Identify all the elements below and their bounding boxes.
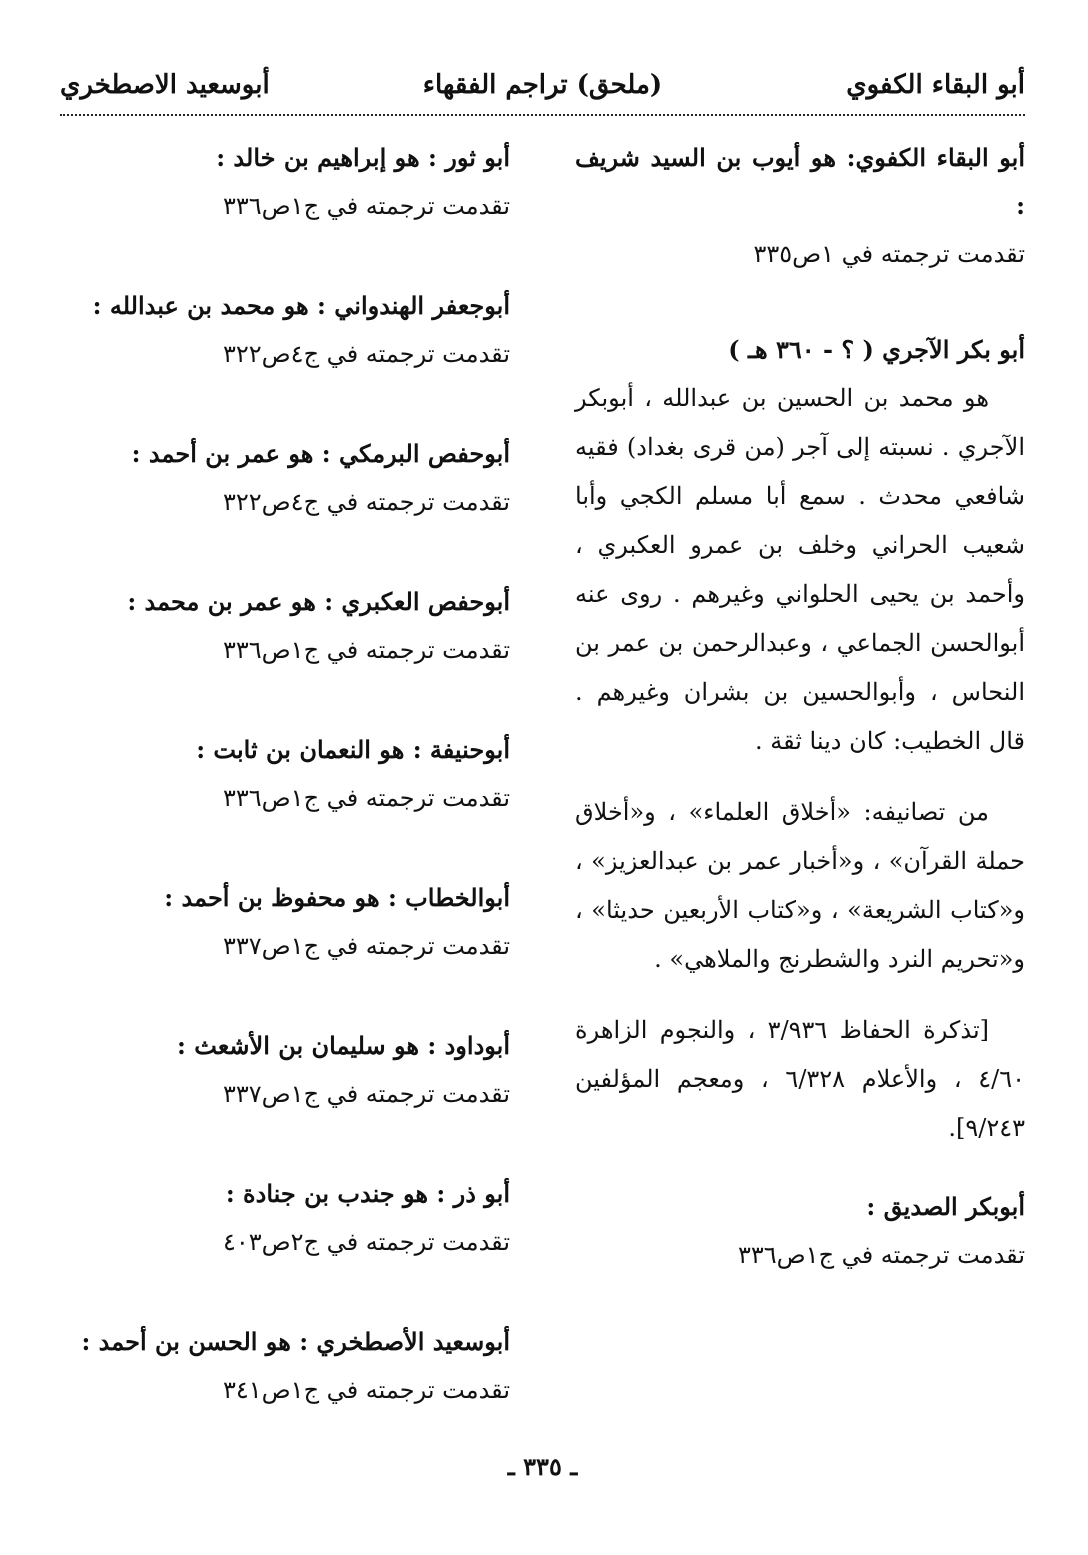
entry-biography: هو محمد بن الحسين بن عبدالله ، أبوبكر الآجري . نسبته إلى آجر (من قرى بغداد) فقيه شافعي محدث . سمع أبا مسلم الكجي وأبا شعيب الحراني وخلف بن عمرو العكبري ، وأحمد بن يحيى الحلواني وغيرهم . روى عنه أبوالحسن الجماعي ، وعبدالرحمن بن عمر بن النحاس ، وأبوالحسين بن بشران وغيرهم . قال الخطيب: كان دينا ثقة . — [575, 384, 1025, 755]
entry-title: أبوجعفر الهندواني : هو محمد بن عبدالله : — [92, 291, 510, 320]
right-column — [575, 134, 1025, 1279]
entry-title: أبو البقاء الكفوي: هو أيوب بن السيد شريف : — [575, 143, 1026, 220]
entry-reference: تقدمت ترجمته في ج١ص٣٣٦ — [222, 192, 510, 220]
entry-abu-hanifa — [60, 726, 510, 822]
entry-sources: [تذكرة الحفاظ ٣/٩٣٦ ، والنجوم الزاهرة ٤/٦٠ ، والأعلام ٦/٣٢٨ ، ومعجم المؤلفين ٩/٢٤٣]. — [575, 1016, 1025, 1142]
entry-title: أبوحفص العكبري : هو عمر بن محمد : — [127, 587, 510, 616]
header-dotted-rule — [60, 114, 1025, 116]
header-left-title: أبوسعيد الاصطخري — [60, 70, 270, 100]
entry-title: أبوداود : هو سليمان بن الأشعث : — [177, 1031, 510, 1060]
entry-reference: تقدمت ترجمته في ج١ص٣٣٦ — [222, 636, 510, 664]
entry-reference: تقدمت ترجمته في ج١ص٣٤١ — [222, 1376, 510, 1404]
entry-reference: تقدمت ترجمته في ج١ص٣٣٧ — [222, 932, 510, 960]
entry-title: أبوالخطاب : هو محفوظ بن أحمد : — [164, 883, 510, 912]
header-right-title: أبو البقاء الكفوي — [846, 70, 1025, 100]
entry-reference: تقدمت ترجمته في ج١ص٣٣٦ — [222, 784, 510, 812]
entry-abu-dawud — [60, 1022, 510, 1118]
page-number: ـ ٣٣٥ ـ — [507, 1452, 578, 1481]
entry-siddiq — [575, 1183, 1025, 1279]
entry-reference: تقدمت ترجمته في ١ص٣٣٥ — [753, 240, 1025, 268]
running-header — [60, 70, 1025, 110]
entry-abu-thawr — [60, 134, 510, 230]
entry-abu-jafar-hindwani — [60, 282, 510, 378]
entry-abu-dharr — [60, 1170, 510, 1266]
entry-reference: تقدمت ترجمته في ج٤ص٣٢٢ — [222, 488, 510, 516]
entry-reference: تقدمت ترجمته في ج٤ص٣٢٢ — [222, 340, 510, 368]
entry-title: أبو ثور : هو إبراهيم بن خالد : — [216, 143, 510, 172]
entry-title: أبو بكر الآجري ( ؟ - ٣٦٠ هـ ) — [728, 335, 1025, 364]
entry-abu-said-istakhri — [60, 1318, 510, 1414]
entry-reference: تقدمت ترجمته في ج١ص٣٣٦ — [737, 1241, 1025, 1269]
entry-title: أبوحفص البرمكي : هو عمر بن أحمد : — [131, 439, 510, 468]
entry-title: أبوحنيفة : هو النعمان بن ثابت : — [196, 735, 510, 764]
entry-abu-al-khattab — [60, 874, 510, 970]
entry-ajurri — [575, 326, 1025, 1153]
entry-abu-hafs-barmaki — [60, 430, 510, 526]
entry-reference: تقدمت ترجمته في ج١ص٣٣٧ — [222, 1080, 510, 1108]
entry-title: أبوسعيد الأصطخري : هو الحسن بن أحمد : — [81, 1327, 510, 1356]
header-center-title: (ملحق) تراجم الفقهاء — [422, 70, 663, 100]
entry-abu-hafs-ukbari — [60, 578, 510, 674]
book-page — [60, 60, 1025, 1500]
entry-title: أبو ذر : هو جندب بن جنادة : — [225, 1179, 510, 1208]
entry-reference: تقدمت ترجمته في ج٢ص٤٠٣ — [222, 1228, 510, 1256]
entry-kafawi — [575, 134, 1025, 278]
entry-works: من تصانيفه: «أخلاق العلماء» ، و«أخلاق حملة القرآن» ، و«أخبار عمر بن عبدالعزيز» ، و«كتاب الشريعة» ، و«كتاب الأربعين حديثا» ، و«تحريم النرد والشطرنج والملاهي» . — [575, 798, 1025, 973]
left-column — [60, 134, 510, 1414]
entry-title: أبوبكر الصديق : — [866, 1192, 1025, 1221]
